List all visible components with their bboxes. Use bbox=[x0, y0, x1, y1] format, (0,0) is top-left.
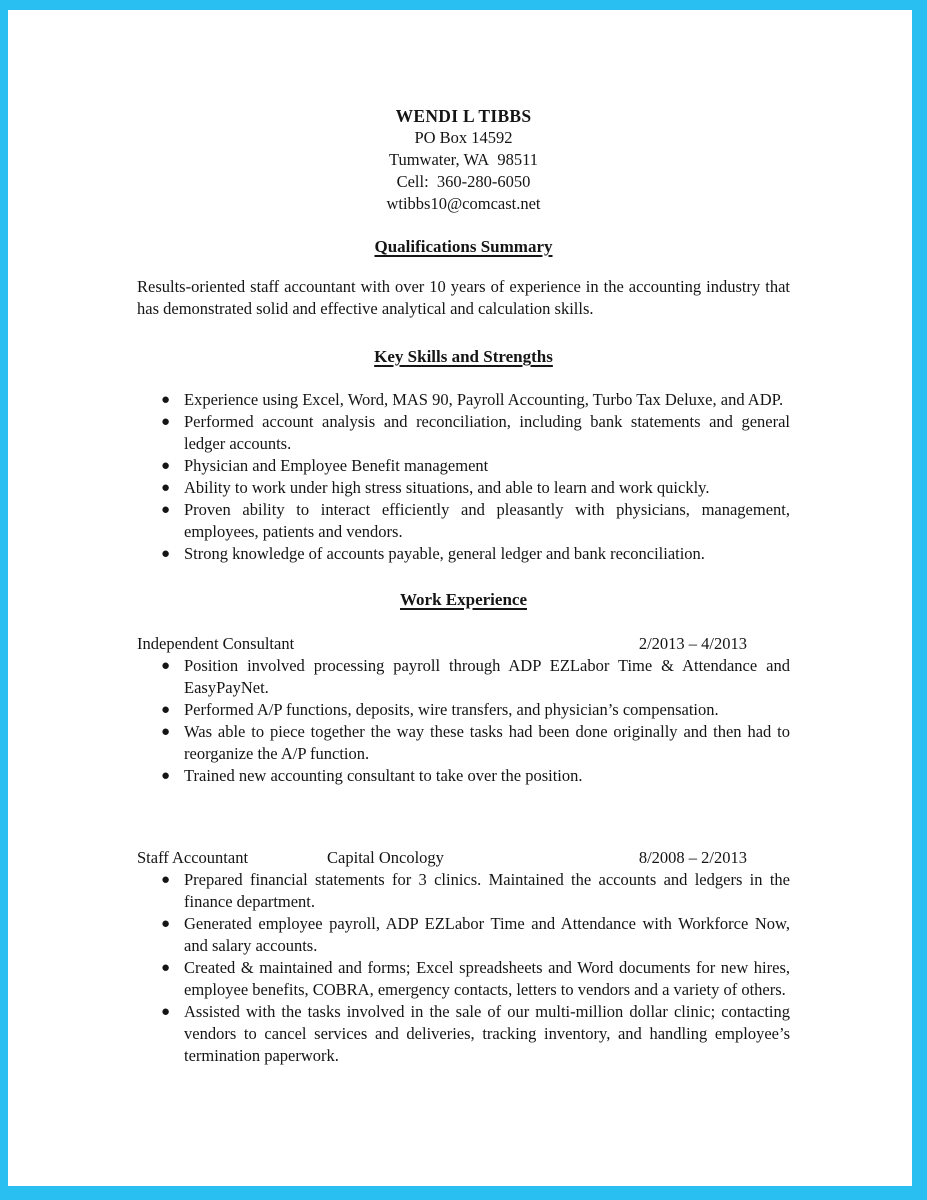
list-item: ● Created & maintained and forms; Excel spreadsheets and Word documents for new hires, employee benefits, COBRA, emergency contacts, letters to vendors and a variety of others. bbox=[161, 958, 790, 999]
bullet-icon: ● bbox=[161, 414, 171, 430]
job-company: Capital Oncology bbox=[327, 848, 444, 867]
qualifications-summary: Results-oriented staff accountant with over 10 years of experience in the accounting industry that has demonstrated solid and effective analytical and calculation skills. bbox=[137, 277, 790, 318]
contact-email: wtibbs10@comcast.net bbox=[386, 194, 541, 213]
job-header-row bbox=[137, 633, 790, 655]
list-item: ● Position involved processing payroll through ADP EZLabor Time & Attendance and EasyPayNet. bbox=[161, 656, 790, 697]
contact-address-line1: PO Box 14592 bbox=[414, 128, 513, 147]
job-title: Independent Consultant bbox=[137, 634, 295, 653]
list-item: ● Trained new accounting consultant to take over the position. bbox=[161, 766, 583, 785]
bullet-icon: ● bbox=[161, 546, 171, 562]
job-duty-list bbox=[137, 869, 790, 1067]
list-item: ● Physician and Employee Benefit management bbox=[161, 456, 489, 475]
job-title: Staff Accountant bbox=[137, 848, 249, 867]
bullet-icon: ● bbox=[161, 872, 171, 888]
bullet-icon: ● bbox=[161, 658, 171, 674]
skills-list bbox=[137, 389, 790, 565]
bullet-icon: ● bbox=[161, 960, 171, 976]
experience-heading: Work Experience bbox=[399, 590, 527, 609]
list-item: ● Was able to piece together the way these tasks had been done originally and then had to reorganize the A/P function. bbox=[161, 722, 790, 763]
bullet-icon: ● bbox=[161, 458, 171, 474]
list-item: ● Performed A/P functions, deposits, wire transfers, and physician’s compensation. bbox=[161, 700, 719, 719]
list-item: ● Proven ability to interact efficiently and pleasantly with physicians, management, employees, patients and vendors. bbox=[161, 500, 790, 541]
qualifications-heading: Qualifications Summary bbox=[374, 237, 553, 256]
bullet-icon: ● bbox=[161, 702, 171, 718]
resume-page bbox=[8, 10, 912, 1186]
list-item: ● Prepared financial statements for 3 clinics. Maintained the accounts and ledgers in the finance department. bbox=[161, 870, 790, 911]
contact-name: WENDI L TIBBS bbox=[395, 106, 532, 126]
job-entry bbox=[137, 847, 790, 1067]
bullet-icon: ● bbox=[161, 768, 171, 784]
job-duty-list bbox=[137, 655, 790, 787]
skills-heading: Key Skills and Strengths bbox=[374, 347, 553, 366]
list-item: ● Experience using Excel, Word, MAS 90, Payroll Accounting, Turbo Tax Deluxe, and ADP. bbox=[161, 390, 784, 409]
job-dates: 8/2008 – 2/2013 bbox=[638, 848, 747, 867]
bullet-icon: ● bbox=[161, 392, 171, 408]
bullet-icon: ● bbox=[161, 724, 171, 740]
list-item: ● Strong knowledge of accounts payable, general ledger and bank reconciliation. bbox=[161, 544, 705, 563]
bullet-icon: ● bbox=[161, 502, 171, 518]
contact-block bbox=[137, 105, 790, 215]
list-item: ● Assisted with the tasks involved in the sale of our multi-million dollar clinic; contacting vendors to cancel services and deliveries, tracking inventory, and handling employee’s termination paperwork. bbox=[161, 1002, 790, 1065]
list-item: ● Generated employee payroll, ADP EZLabor Time and Attendance with Workforce Now, and salary accounts. bbox=[161, 914, 790, 955]
contact-phone: Cell: 360-280-6050 bbox=[396, 172, 531, 191]
job-header-row bbox=[137, 847, 790, 869]
bullet-icon: ● bbox=[161, 916, 171, 932]
job-dates: 2/2013 – 4/2013 bbox=[638, 634, 747, 653]
bullet-icon: ● bbox=[161, 480, 171, 496]
contact-address-line2: Tumwater, WA 98511 bbox=[388, 150, 539, 169]
job-entry bbox=[137, 633, 790, 787]
bullet-icon: ● bbox=[161, 1004, 171, 1020]
list-item: ● Performed account analysis and reconciliation, including bank statements and general ledger accounts. bbox=[161, 412, 790, 453]
list-item: ● Ability to work under high stress situations, and able to learn and work quickly. bbox=[161, 478, 710, 497]
